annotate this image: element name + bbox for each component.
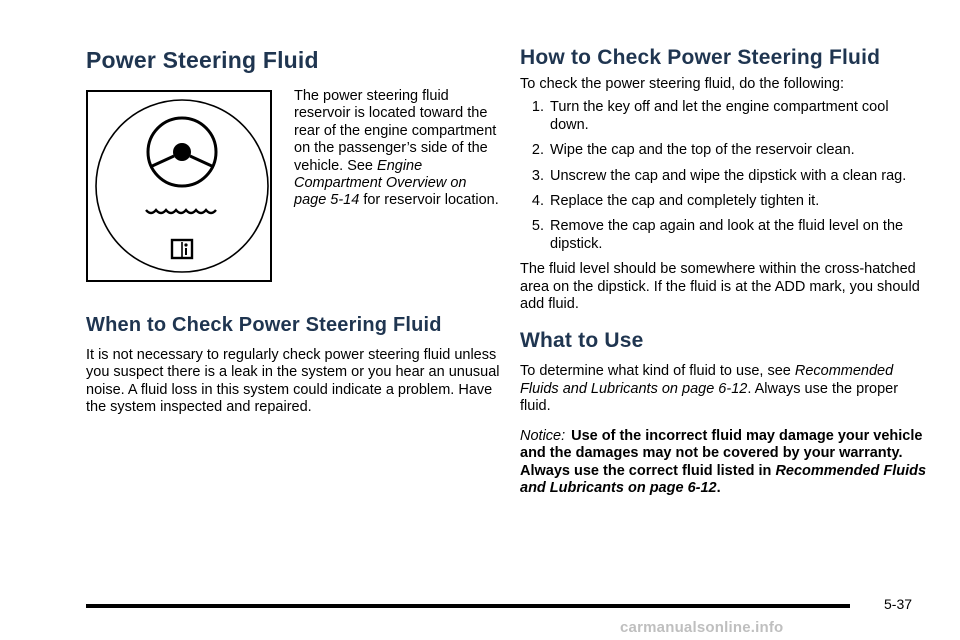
when-to-check-paragraph: It is not necessary to regularly check power steering fluid unless you suspect there is a leak in the system or you hear an unusual noise. A fluid loss in this system could indicate a problem. Have the system inspected and repaired. — [86, 347, 500, 416]
reservoir-location-text — [294, 88, 499, 210]
notice-paragraph: Notice: Use of the incorrect fluid may damage your vehicle and the damages may not be covered by your warranty. Always use the correct fluid listed in Recommended Fluids and Lubricants on page 6-12. — [520, 427, 927, 496]
fluid-level-paragraph: The fluid level should be somewhere within the cross-hatched area on the dipstick. If the fluid is at the ADD mark, you should add fluid. — [520, 261, 920, 313]
list-item: 1. Turn the key off and let the engine compartment cool down. — [531, 99, 889, 133]
how-to-check-intro: To check the power steering fluid, do the following: — [520, 76, 845, 92]
footer-rule — [86, 604, 850, 608]
section-title-how-to-check: How to Check Power Steering Fluid — [520, 46, 881, 69]
list-item: 4. Replace the cap and completely tighten it. — [531, 193, 820, 210]
list-item: 5. Remove the cap again and look at the fluid level on the dipstick. — [531, 218, 904, 252]
recommended-fluids-link[interactable]: Recommended Fluids and Lubricants on page 6-12 — [520, 363, 894, 397]
power-steering-symbol-svg — [88, 92, 270, 280]
watermark: carmanualsonline.info — [620, 619, 784, 636]
engine-compartment-link[interactable]: Engine Compartment Overview on page 5-14 — [294, 157, 467, 209]
section-title-when-to-check: When to Check Power Steering Fluid — [86, 314, 442, 336]
reservoir-location-paragraph: The power steering fluid reservoir is located toward the rear of the engine compartment on the passenger’s side of the vehicle. See Engine Compartment Overview on page 5-14 for reservoir location. — [294, 88, 499, 209]
fluid-level-icon — [146, 210, 216, 213]
left-column — [86, 46, 496, 74]
list-item: 3. Unscrew the cap and wipe the dipstick with a clean rag. — [531, 167, 907, 184]
what-to-use-section — [520, 329, 930, 497]
section-title-power-steering-fluid: Power Steering Fluid — [86, 47, 319, 73]
steering-wheel-icon — [148, 118, 216, 186]
when-to-check-section — [86, 313, 501, 417]
list-item: 2. Wipe the cap and the top of the reservoir clean. — [531, 142, 855, 159]
notice-recommended-fluids-link[interactable]: Recommended Fluids and Lubricants on page 6-12 — [520, 462, 927, 496]
steps-list — [520, 99, 930, 253]
notice-label: Notice: — [520, 427, 566, 444]
power-steering-symbol-figure — [86, 90, 272, 282]
figure-row — [86, 88, 499, 286]
right-column — [520, 46, 930, 497]
section-title-what-to-use: What to Use — [520, 329, 644, 353]
page-number: 5-37 — [884, 596, 913, 612]
owner-manual-icon — [172, 240, 192, 258]
what-to-use-paragraph: To determine what kind of fluid to use, see Recommended Fluids and Lubricants on page 6-12. Always use the proper fluid. — [520, 363, 899, 415]
